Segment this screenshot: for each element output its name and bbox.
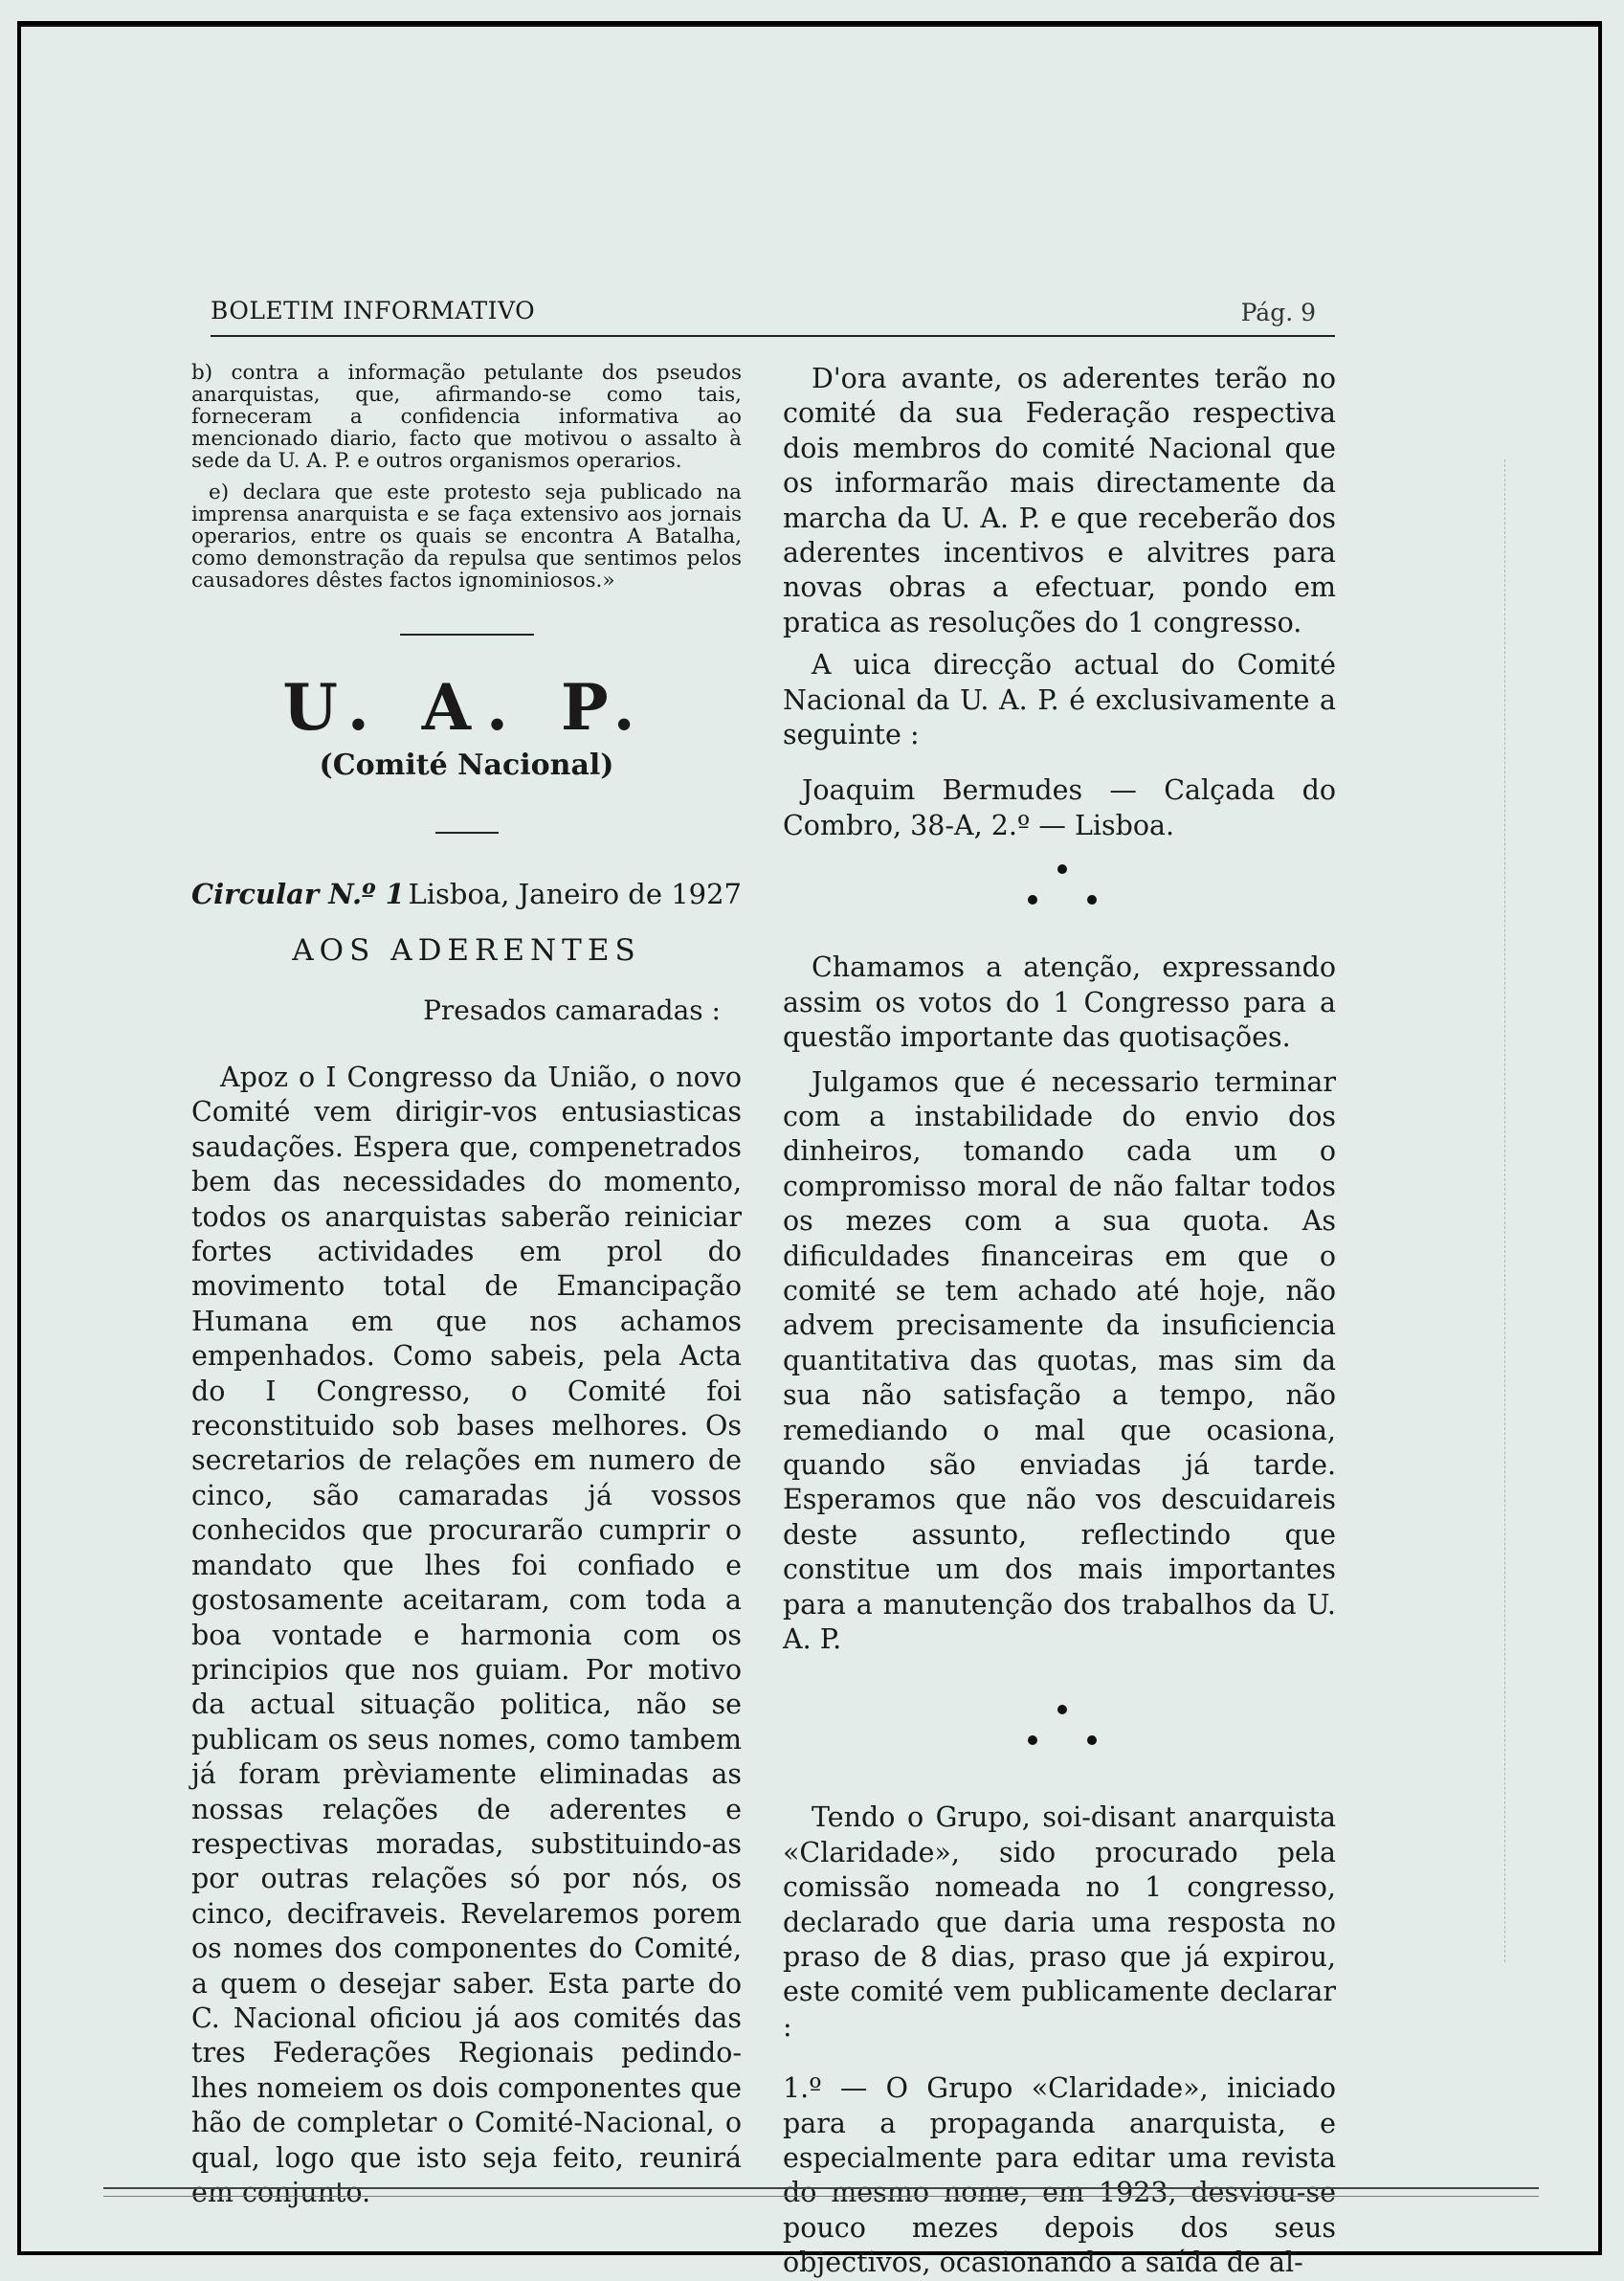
paragraph: Julgamos que é necessario terminar com a instabilidade do envio dos dinheiros, tomando cada um o compromisso moral de não faltar todos os mezes com a sua quota. As dificuldades financeiras em que o comité se tem achado até hoje, não advem precisamente da insuficiencia quantitativa das quotas, mas sim da sua não satisfação a tempo, não remediando o mal que ocasiona, quando são enviadas já tarde. Esperamos que não vos descuidareis deste assunto, reflectindo que constitue um dos mais importantes para a manutenção dos trabalhos da U. A. P. — [783, 1065, 1336, 1655]
paragraph: Tendo o Grupo, soi-disant anarquista «Claridade», sido procurado pela comissão nomeada no 1 congresso, declarado que daria uma resposta no praso de 8 dias, praso que já expirou, este comité vem publicamente declarar : — [783, 1801, 1336, 2043]
right-column — [783, 362, 1336, 2281]
circular-line — [191, 878, 742, 916]
bottom-rule — [103, 2196, 1539, 2197]
section-title: U. A. P. — [282, 670, 651, 745]
left-column — [191, 362, 742, 2210]
ornament-dots — [783, 1695, 1336, 1762]
circular-number: Circular N.º 1 — [191, 878, 405, 910]
page-number: Pág. 9 — [1240, 299, 1316, 326]
ornament-dot — [1028, 895, 1037, 905]
address-line: Joaquim Bermudes — Calçada do Combro, 38-A, 2.º — Lisboa. — [783, 774, 1336, 841]
clause-e: e) declara que este protesto seja publicado na imprensa anarquista e se faça extensivo aos jornais operarios, entre os quais se encontra A Batalha, como demonstração da repulsa que sentimos pelos causadores dêstes factos ignominiosos.» — [191, 481, 742, 593]
circular-date: Lisboa, Janeiro de 1927 — [408, 878, 742, 910]
divider — [435, 832, 499, 834]
ornament-dot — [1087, 895, 1097, 905]
paragraph: D'ora avante, os aderentes terão no comité da sua Federação respectiva dois membros do comité Nacional que os informarão mais directamente da marcha da U. A. P. e que receberão dos aderentes incentivos e alvitres para novas obras a efectuar, pondo em pratica as resoluções do 1 congresso. — [783, 363, 1336, 638]
paragraph: 1.º — O Grupo «Claridade», iniciado para a propaganda anarquista, e especialmente para editar uma revista do mesmo nome, em 1923, desviou-se pouco mezes depois dos seus objectivos, ocasionando a saída de al- — [783, 2072, 1336, 2279]
ornament-dot — [1087, 1735, 1097, 1745]
clause-b: b) contra a informação petulante dos pseudos anarquistas, que, afirmando-se como tais, forneceram a confidencia informativa ao mencionado diario, facto que motivou o assalto à sede da U. A. P. e outros organismos operarios. — [191, 361, 742, 473]
greeting: Presados camaradas : — [423, 995, 721, 1026]
bottom-rule — [103, 2187, 1539, 2189]
circular-body: Apoz o I Congresso da União, o novo Comité vem dirigir-vos entusiasticas saudações. Espera que, compenetrados bem das necessidades do momento, todos os anarquistas saberão reiniciar fortes actividades em prol do movimento total de Emancipação Humana em que nos achamos empenhados. Como sabeis, pela Acta do I Congresso, o Comité foi reconstituido sob bases melhores. Os secretarios de relações em numero de cinco, são camaradas já vossos conhecidos que procurarão cumprir o mandato que lhes foi confiado e gostosamente aceitaram, com toda a boa vontade e harmonia com os principios que nos guiam. Por motivo da actual situação politica, não se publicam os seus nomes, como tambem já foram prèviamente eliminadas as nossas relações de aderentes e respectivas moradas, substituindo-as por outras relações só por nós, os cinco, decifraveis. Revelaremos porem os nomes dos componentes do Comité, a quem o desejar saber. Esta parte do C. Nacional oficiou já aos comités das tres Federações Regionais pedindo-lhes nomeiem os dois componentes que hão de completar o Comité-Nacional, o qual, logo que isto seja feito, reunirá em conjunto. — [191, 1062, 742, 2208]
paragraph: A uica direcção actual do Comité Nacional da U. A. P. é exclusivamente a seguinte : — [783, 649, 1336, 751]
ornament-dot — [1057, 864, 1067, 874]
binding-margin — [1504, 459, 1524, 1962]
section-subtitle: (Comité Nacional) — [319, 749, 614, 782]
divider — [400, 634, 534, 636]
bulletin-title: BOLETIM INFORMATIVO — [211, 297, 536, 324]
ornament-dots — [783, 855, 1336, 922]
page-header — [211, 297, 1335, 337]
ornament-dot — [1028, 1735, 1037, 1745]
circular-heading: AOS ADERENTES — [292, 933, 641, 968]
ornament-dot — [1057, 1705, 1067, 1714]
paragraph: Chamamos a atenção, expressando assim os votos do 1 Congresso para a questão importante das quotisações. — [783, 951, 1336, 1054]
